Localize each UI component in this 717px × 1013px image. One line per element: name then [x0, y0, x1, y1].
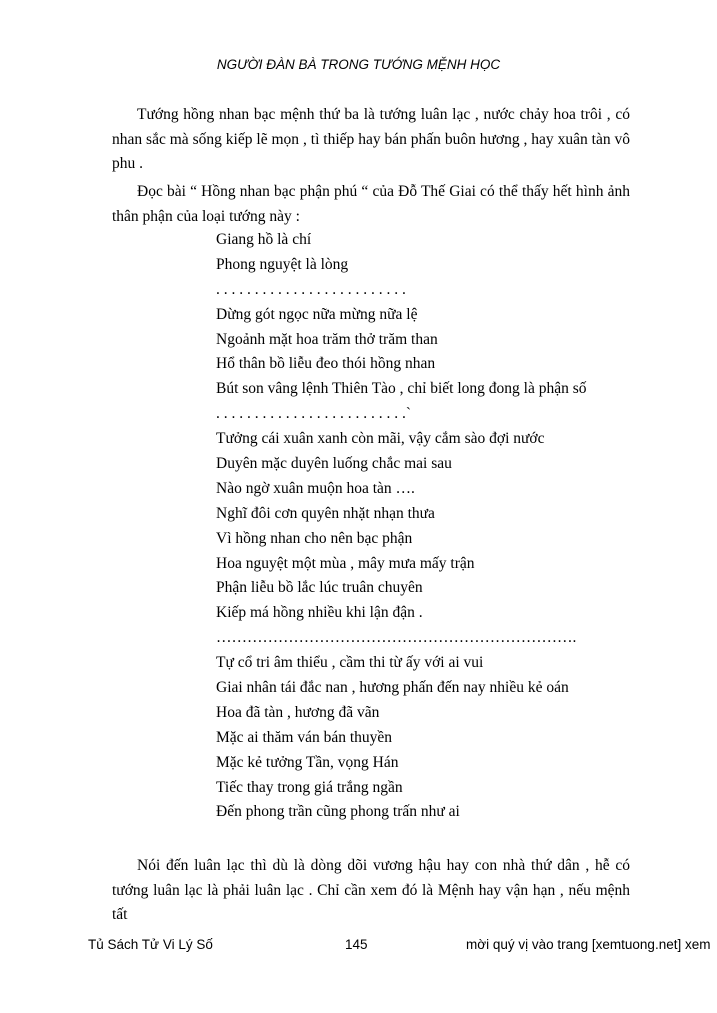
poem-line: . . . . . . . . . . . . . . . . . . . . . . . . .` — [216, 405, 412, 423]
paragraph-intro: Tướng hồng nhan bạc mệnh thứ ba là tướng luân lạc , nước chảy hoa trôi , có nhan sắc mà sống kiếp lẽ mọn , tì thiếp hay bán phấn buôn hương , hay xuân tàn vô phu . — [112, 106, 630, 172]
footer-page-number: 145 — [345, 937, 368, 952]
poem-line: Bút son vâng lệnh Thiên Tào , chỉ biết long đong là phận số — [216, 380, 587, 398]
poem-line: . . . . . . . . . . . . . . . . . . . . . . . . . — [216, 280, 406, 298]
poem-line: Dừng gót ngọc nữa mừng nữa lệ — [216, 305, 418, 323]
poem-line: Giang hồ là chí — [216, 231, 312, 248]
poem-line: Tự cổ tri âm thiểu , cầm thi từ ấy với ai vui — [216, 654, 484, 672]
poem-line: Phận liễu bồ lắc lúc truân chuyên — [216, 579, 423, 597]
footer-website-note: mời quý vị vào trang [xemtuong.net] xem — [466, 937, 711, 952]
paragraph-discussion: Nói đến luân lạc thì dù là dòng dõi vương hậu hay con nhà thứ dân , hễ có tướng luân lạc là phải luân lạc . Chỉ cần xem đó là Mệnh hay vận hạn , nếu mệnh tất — [112, 857, 630, 923]
poem-line: Kiếp má hồng nhiều khi lận đận . — [216, 604, 423, 622]
poem-line: ……………………………………………………………. — [216, 629, 577, 647]
poem-line: Hổ thân bồ liễu đeo thói hồng nhan — [216, 355, 436, 373]
poem-block — [216, 228, 587, 825]
poem-line: Mặc kẻ tưởng Tần, vọng Hán — [216, 753, 399, 771]
paragraph-reading: Đọc bài “ Hồng nhan bạc phận phú “ của Đỗ Thế Giai có thể thấy hết hình ảnh thân phận của loại tướng này : — [112, 183, 630, 225]
poem-line: Duyên mặc duyên luống chắc mai sau — [216, 455, 452, 473]
poem-line: Ngoảnh mặt hoa trăm thở trăm than — [216, 330, 438, 348]
poem-line: Mặc ai thăm ván bán thuyền — [216, 728, 393, 746]
page-header-title: NGƯỜI ĐÀN BÀ TRONG TƯỚNG MỆNH HỌC — [216, 57, 501, 72]
poem-line: Hoa đã tàn , hương đã vãn — [216, 703, 380, 721]
poem-line: Phong nguyệt là lòng — [216, 255, 349, 273]
poem-line: Nghĩ đôi cơn quyên nhặt nhạn thưa — [216, 504, 435, 522]
footer-book-title: Tủ Sách Tử Vi Lý Số — [88, 937, 213, 952]
poem-line: Giai nhân tái đắc nan , hương phấn đến nay nhiều kẻ oán — [216, 679, 569, 697]
poem-line: Tưởng cái xuân xanh còn mãi, vậy cắm sào đợi nước — [216, 430, 545, 448]
poem-line: Vì hồng nhan cho nên bạc phận — [216, 529, 413, 547]
poem-line: Nào ngờ xuân muộn hoa tàn …. — [216, 479, 415, 497]
poem-line: Tiếc thay trong giá trắng ngần — [216, 778, 403, 796]
poem-line: Hoa nguyệt một mùa , mây mưa mấy trận — [216, 554, 475, 572]
poem-line: Đến phong trần cũng phong trấn như ai — [216, 803, 460, 821]
